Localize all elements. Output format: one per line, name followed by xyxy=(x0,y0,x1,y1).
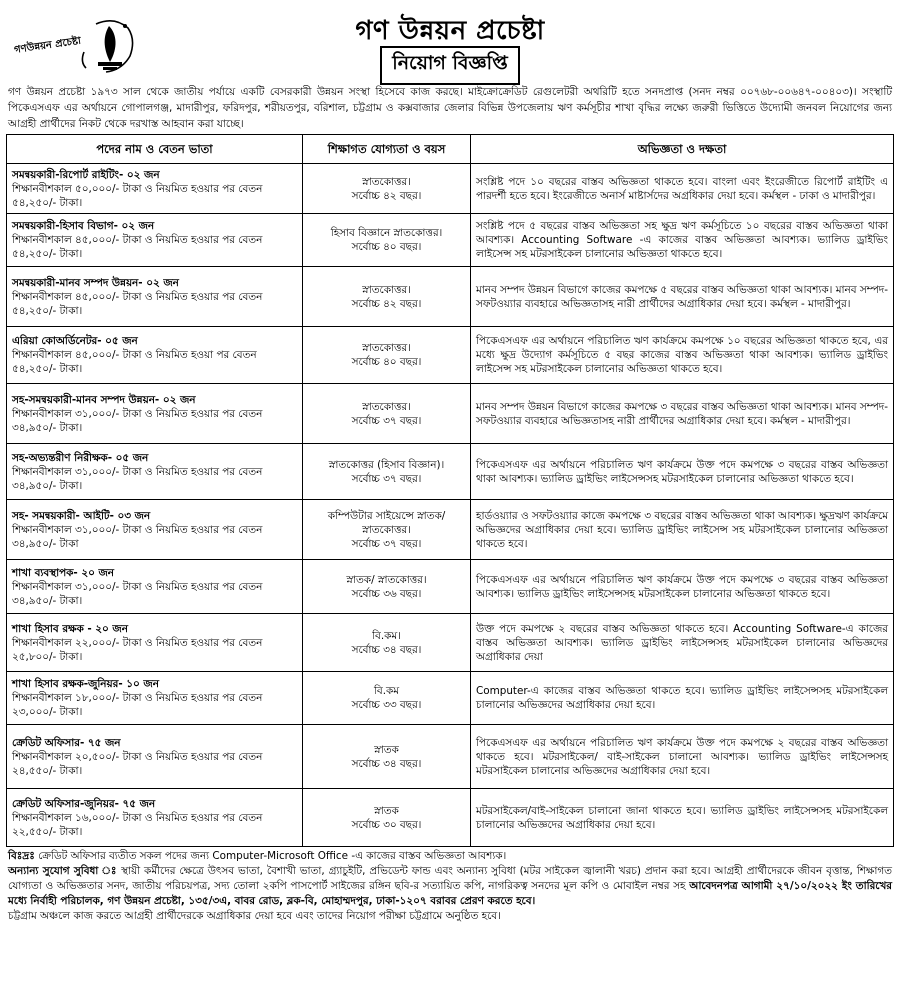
position-name: শাখা হিসাব রক্ষক-জুনিয়র- ১০ জন xyxy=(12,678,159,690)
position-cell xyxy=(7,327,303,384)
position-name: ক্রেডিট অফিসার-জুনিয়র- ৭৫ জন xyxy=(12,797,156,810)
position-name: ক্রেডিট অফিসার- ৭৫ জন xyxy=(12,736,121,749)
salary-text: শিক্ষানবীশকাল ১৮,০০০/- টাকা ও নিয়মিত হওয়ার পর বেতন ২৩,০০০/- টাকা। xyxy=(12,692,263,718)
table-row xyxy=(7,560,894,614)
salary-text: শিক্ষানবীশকাল ১৬,০০০/- টাকা ও নিয়মিত হওয়ার পর বেতন ২২,৫৫০/- টাকা। xyxy=(12,811,263,838)
position-cell xyxy=(7,164,303,214)
position-name: এরিয়া কোঅর্ডিনেটর- ০৫ জন xyxy=(12,335,138,347)
position-name: সমন্বয়কারী-রিপোর্ট রাইটিং- ০২ জন xyxy=(12,168,160,181)
age-limit-text: সর্বোচ্চ ৩৪ বছর। xyxy=(351,643,422,656)
position-cell xyxy=(7,672,303,725)
benefits-paragraph xyxy=(8,864,892,909)
logo-text: গণউন্নয়ন প্রচেষ্টা xyxy=(13,35,82,56)
position-cell xyxy=(7,267,303,327)
experience-text: উক্ত পদে কমপক্ষে ২ বছরের বাস্তব অভিজ্ঞতা থাকতে হবে। Accounting Software-এ কাজের বাস্তব অভিজ্ঞতা আবশ্যক। ভ্যালিড ড্রাইভিং লাইসেন্সসহ মটরসাইকেল চালানোর অভিজ্ঞদের অগ্রাধিকার দেয়া xyxy=(471,614,894,672)
position-name: সহ-সমন্বয়কারী-মানব সম্পদ উন্নয়ন- ০২ জন xyxy=(12,393,196,406)
experience-text: পিকেএসএফ এর অর্থায়নে পরিচালিত ঋণ কার্যক্রমে উক্ত পদে কমপক্ষে ৩ বছরের বাস্তব অভিজ্ঞতা থাকা আবশ্যক। ভ্যালিড ড্রাইভিং লাইসেন্সসহ মটরসাইকেল চালানোর অভিজ্ঞতা থাকতে হবে। xyxy=(471,444,894,500)
footnote-label: বিঃদ্রঃ xyxy=(8,850,35,862)
salary-text: শিক্ষানবীশকাল ৩১,০০০/- টাকা ও নিয়মিত হওয়ার পর বেতন ৩৪,৯৫০/- টাকা। xyxy=(12,407,263,434)
qualification-cell xyxy=(303,444,471,500)
position-name: শাখা হিসাব রক্ষক - ২০ জন xyxy=(12,622,128,635)
qualification-cell xyxy=(303,500,471,560)
experience-text: পিকেএসএফ এর অর্থায়নে পরিচালিত ঋণ কার্যক্রমে উক্ত পদে কমপক্ষে ২ বছরের বাস্তব অভিজ্ঞতা থাকতে হবে। মটরসাইকেল/ বাই-সাইকেল চালানো আবশ্যক। ভ্যালিড ড্রাইভিং লাইসেন্সসহ মটরসাইকেল চালানোর অভিজ্ঞদের অগ্রাধিকার দেয়া হবে। xyxy=(471,725,894,789)
position-name: সহ- সমন্বয়কারী- আইটি- ০৩ জন xyxy=(12,509,151,522)
qualification-cell xyxy=(303,327,471,384)
qualification-text: স্নাতকোত্তর। xyxy=(362,283,411,296)
qualification-text: স্নাতকোত্তর। xyxy=(362,175,411,188)
table-row xyxy=(7,164,894,214)
qualification-cell xyxy=(303,672,471,725)
table-header-row xyxy=(7,135,894,164)
footnote-text: ক্রেডিট অফিসার ব্যতীত সকল পদের জন্য Computer-Microsoft Office -এ কাজের বাস্তব অভিজ্ঞতা আবশ্যক। xyxy=(38,850,507,862)
application-deadline: আবেদনপত্র আগামী ২৭/১০/২০২২ ইং তারিখের মধ্যে নির্বাহী পরিচালক, গণ উন্নয়ন প্রচেষ্টা, ১৩৫/৩এ, বাবর রোড, ব্লক-বি, মোহাম্মদপুর, ঢাকা-১২০৭ বরাবর প্রেরণ করতে হবে। xyxy=(8,880,893,907)
salary-text: শিক্ষানবীশকাল ৫০,০০০/- টাকা ও নিয়মিত হওয়ার পর বেতন ৫৪,২৫০/- টাকা। xyxy=(12,182,263,209)
qualification-text: স্নাতক xyxy=(374,743,399,756)
experience-text: মানব সম্পদ উন্নয়ন বিভাগে কাজের কমপক্ষে ৩ বছরের বাস্তব অভিজ্ঞতা থাকা আবশ্যক। মানব সম্পদ- সফটওয়্যার ব্যবহারে অভিজ্ঞতাসহ নারী প্রার্থীদের অগ্রাধিকার দেয়া হবে। কর্মস্থল - মাদারীপুর। xyxy=(471,384,894,444)
positions-table-body xyxy=(7,164,894,847)
position-cell xyxy=(7,789,303,847)
qualification-text: স্নাতকোত্তর (হিসাব বিজ্ঞান)। xyxy=(328,458,445,471)
footnote xyxy=(8,849,892,864)
qualification-text: বি.কম xyxy=(373,685,400,697)
experience-text: পিকেএসএফ এর অর্থায়নে পরিচালিত ঋণ কার্যক্রমে উক্ত পদে কমপক্ষে ৩ বছরের বাস্তব অভিজ্ঞতা আবশ্যক। ভ্যালিড ড্রাইভিং লাইসেন্সসহ মটরসাইকেল চালানোর অভিজ্ঞতা থাকতে হবে। xyxy=(471,560,894,614)
position-name: সহ-অভ্যন্তরীণ নিরীক্ষক- ০৫ জন xyxy=(12,451,149,464)
table-row xyxy=(7,214,894,267)
table-row xyxy=(7,500,894,560)
salary-text: শিক্ষানবীশকাল ৪৫,০০০/- টাকা ও নিয়মিত হওয়ার পর বেতন ৫৪,২৫০/- টাকা। xyxy=(12,290,263,317)
qualification-text: স্নাতকোত্তর। xyxy=(362,400,411,413)
qualification-text: কম্পিউটার সাইয়েন্সে স্নাতক/স্নাতকোত্তর। xyxy=(327,509,446,536)
qualification-cell xyxy=(303,725,471,789)
qualification-cell xyxy=(303,560,471,614)
qualification-text: স্নাতক xyxy=(374,804,399,817)
closing-note: চট্টগ্রাম অঞ্চলে কাজ করতে আগ্রহী প্রার্থীদেরকে অগ্রাধিকার দেয়া হবে এবং তাদের নিয়োগ পরীক্ষা চট্টগ্রামে অনুষ্ঠিত হবে। xyxy=(8,910,501,922)
position-cell xyxy=(7,725,303,789)
position-name: শাখা ব্যবস্থাপক- ২০ জন xyxy=(12,566,114,579)
position-name: সমন্বয়কারী-হিসাব বিভাগ- ০২ জন xyxy=(12,220,155,232)
age-limit-text: সর্বোচ্চ ৩৭ বছর। xyxy=(351,472,422,485)
experience-text: Computer-এ কাজের বাস্তব অভিজ্ঞতা থাকতে হবে। ভ্যালিড ড্রাইভিং লাইসেন্সসহ মটরসাইকেল চালানোর অভিজ্ঞদের অগ্রাধিকার দেয়া হবে। xyxy=(471,672,894,725)
table-row xyxy=(7,384,894,444)
experience-text: মানব সম্পদ উন্নয়ন বিভাগে কাজের কমপক্ষে ৫ বছরের বাস্তব অভিজ্ঞতা থাকা আবশ্যক। মানব সম্পদ- সফটওয়্যার ব্যবহারে অভিজ্ঞতাসহ নারী প্রার্থীদের অগ্রাধিকার দেয়া হবে। কর্মস্থল - মাদারীপুর। xyxy=(471,267,894,327)
qualification-cell xyxy=(303,267,471,327)
benefits-label: অন্যান্য সুযোগ সুবিধা ঃ xyxy=(8,865,118,877)
position-name: সমন্বয়কারী-মানব সম্পদ উন্নয়ন- ০২ জন xyxy=(12,276,179,289)
header-experience-skills: অভিজ্ঞতা ও দক্ষতা xyxy=(471,135,894,164)
experience-text: হার্ডওয়্যার ও সফটওয়্যার কাজে কমপক্ষে ৩ বছরের বাস্তব অভিজ্ঞতা থাকা আবশ্যক। ক্ষুদ্রঋণ কার্যক্রমে অভিজ্ঞদের অগ্রাধিকার দেয়া হবে। ভ্যালিড ড্রাইভিং লাইসেন্স সহ মটরসাইকেল চালানোর অভিজ্ঞতা থাকতে হবে। xyxy=(471,500,894,560)
age-limit-text: সর্বোচ্চ ৩৩ বছর। xyxy=(351,699,422,711)
age-limit-text: সর্বোচ্চ ৪০ বছর। xyxy=(351,241,422,253)
table-row xyxy=(7,789,894,847)
table-row xyxy=(7,327,894,384)
table-row xyxy=(7,672,894,725)
header-position-salary: পদের নাম ও বেতন ভাতা xyxy=(7,135,303,164)
age-limit-text: সর্বোচ্চ ৪০ বছর। xyxy=(351,356,422,368)
salary-text: শিক্ষানবীশকাল ২২,০০০/- টাকা ও নিয়মিত হওয়ার পর বেতন ২৫,৮০০/- টাকা। xyxy=(12,636,263,663)
salary-text: শিক্ষানবীশকাল ৪৫,০০০/- টাকা ও নিয়মিত হওয়া পর বেতন ৫৪,২৫০/- টাকা। xyxy=(12,349,257,375)
position-cell xyxy=(7,500,303,560)
age-limit-text: সর্বোচ্চ ৩৭ বছর। xyxy=(351,537,422,550)
age-limit-text: সর্বোচ্চ ৩০ বছর। xyxy=(351,818,422,831)
salary-text: শিক্ষানবীশকাল ২০,৫০০/- টাকা ও নিয়মিত হওয়ার পর বেতন ২৪,৫৫০/- টাকা। xyxy=(12,750,263,777)
header-qualification-age: শিক্ষাগত যোগ্যতা ও বয়স xyxy=(303,135,471,164)
table-row xyxy=(7,725,894,789)
organization-name: গণ উন্নয়ন প্রচেষ্টা xyxy=(355,16,545,46)
salary-text: শিক্ষানবীশকাল ৩১,০০০/- টাকা ও নিয়মিত হওয়ার পর বেতন ৩৪,৯৫০/- টাকা xyxy=(12,523,263,550)
salary-text: শিক্ষানবীশকাল ৪৫,০০০/- টাকা ও নিয়মিত হওয়ার পর বেতন ৫৪,২৫০/- টাকা। xyxy=(12,234,263,260)
experience-text: সংশ্লিষ্ট পদে ৫ বছরের বাস্তব অভিজ্ঞতা সহ ক্ষুদ্র ঋণ কর্মসূচিতে ১০ বছরের বাস্তব অভিজ্ঞতা থাকা আবশ্যক। Accounting Software -এ কাজের বাস্তব অভিজ্ঞতা আবশ্যক। ভ্যালিড ড্রাইভিং লাইসেন্স সহ মটরসাইকেল চালানোর অভিজ্ঞতা থাকতে হবে। xyxy=(471,214,894,267)
position-cell xyxy=(7,614,303,672)
qualification-text: হিসাব বিজ্ঞানে স্নাতকোত্তর। xyxy=(330,227,443,239)
age-limit-text: সর্বোচ্চ ৪২ বছর। xyxy=(351,297,422,310)
qualification-cell xyxy=(303,614,471,672)
notice-title: নিয়োগ বিজ্ঞপ্তি xyxy=(380,46,519,85)
table-row xyxy=(7,444,894,500)
position-cell xyxy=(7,384,303,444)
table-row xyxy=(7,614,894,672)
salary-text: শিক্ষানবীশকাল ৩১,০০০/- টাকা ও নিয়মিত হওয়ার পর বেতন ৩৪,৯৫০/- টাকা। xyxy=(12,580,263,607)
notice-footer xyxy=(8,849,892,924)
qualification-cell xyxy=(303,164,471,214)
qualification-cell xyxy=(303,384,471,444)
benefits-text: স্থায়ী কর্মীদের ক্ষেত্রে উৎসব ভাতা, বৈশাখী ভাতা, গ্র্যাচুইটি, প্রভিডেন্ট ফান্ড এবং অন্যান্য সুবিধা (মটর সাইকেল জ্বালানী খরচ) প্রদান করা হবে। আগ্রহী প্রার্থীদেরকে জীবন বৃত্তান্ত, শিক্ষাগত যোগ্যতা ও অভিজ্ঞতার সনদ, জাতীয় পরিচয়পত্র, সদ্য তোলা ২কপি পাসপোর্ট সাইজের রঙ্গিন ছবি-র সত্যায়িত কপি, নাগরিকত্ব সনদের মূল কপি ও মোবাইল নম্বর সহ xyxy=(8,865,892,892)
position-cell xyxy=(7,214,303,267)
age-limit-text: সর্বোচ্চ ৩৭ বছর। xyxy=(351,414,422,427)
qualification-cell xyxy=(303,214,471,267)
positions-table xyxy=(6,134,894,847)
qualification-text: স্নাতক/ স্নাতকোত্তর। xyxy=(346,573,427,586)
experience-text: সংশ্লিষ্ট পদে ১০ বছরের বাস্তব অভিজ্ঞতা থাকতে হবে। বাংলা এবং ইংরেজীতে রিপোর্ট রাইটিং এ পারদর্শী হতে হবে। ইংরেজীতে অনার্স মাষ্টার্সদের অগ্রধিকার দেয়া হবে। কর্মস্থল - ঢাকা ও মাদারীপুর। xyxy=(471,164,894,214)
position-cell xyxy=(7,444,303,500)
notice-header xyxy=(6,6,894,84)
qualification-text: বি.কম। xyxy=(372,629,401,642)
salary-text: শিক্ষানবীশকাল ৩১,০০০/- টাকা ও নিয়মিত হওয়ার পর বেতন ৩৪,৯৫০/- টাকা। xyxy=(12,465,263,492)
age-limit-text: সর্বোচ্চ ৪২ বছর। xyxy=(351,189,422,202)
qualification-text: স্নাতকোত্তর। xyxy=(362,342,411,354)
qualification-cell xyxy=(303,789,471,847)
age-limit-text: সর্বোচ্চ ৩৪ বছর। xyxy=(351,757,422,770)
experience-text: মটরসাইকেল/বাই-সাইকেল চালানো জানা থাকতে হবে। ভ্যালিড ড্রাইভিং লাইসেন্সসহ মটরসাইকেল চালানোর অভিজ্ঞদের অগ্রাধিকার দেয়া হবে। xyxy=(471,789,894,847)
age-limit-text: সর্বোচ্চ ৩৬ বছর। xyxy=(351,587,422,600)
table-row xyxy=(7,267,894,327)
experience-text: পিকেএসএফ এর অর্থায়নে পরিচালিত ঋণ কার্যক্রমে কমপক্ষে ১০ বছরের অভিজ্ঞতা থাকতে হবে, এর মধ্যে ক্ষুদ্র উদ্যোগ কর্মসূচিতে ৫ বছর কাজের বাস্তব অভিজ্ঞতা থাকা আবশ্যক। ভ্যালিড ড্রাইভিং লাইসেন্স সহ মটরসাইকেল চালানোর অভিজ্ঞতা থাকতে হবে। xyxy=(471,327,894,384)
position-cell xyxy=(7,560,303,614)
intro-paragraph: গণ উন্নয়ন প্রচেষ্টা ১৯৭৩ সাল থেকে জাতীয় পর্যায়ে একটি বেসরকারী উন্নয়ন সংস্থা হিসেবে কাজ করছে। মাইক্রোক্রেডিট রেগুলেটরী অথরিটি হতে সনদপ্রাপ্ত (সনদ নম্বর ০০৭৬৮-০০৬৪৭-০০৪০৩)। সংস্থাটি পিকেএসএফ এর অর্থায়নে গোপালগঞ্জ, মাদারীপুর, ফরিদপুর, শরীয়তপুর, বরিশাল, চট্টগ্রাম ও কক্সবাজার জেলার বিভিন্ন উপজেলায় ঋণ কর্মসূচীর শাখা বৃদ্ধির লক্ষ্যে জরুরী ভিত্তিতে উদ্যোমী জনবল নিয়োগের জন্য আগ্রহী প্রার্থীদের নিকট থেকে দরখাস্ত আহবান করা যাচ্ছে। xyxy=(8,86,892,130)
